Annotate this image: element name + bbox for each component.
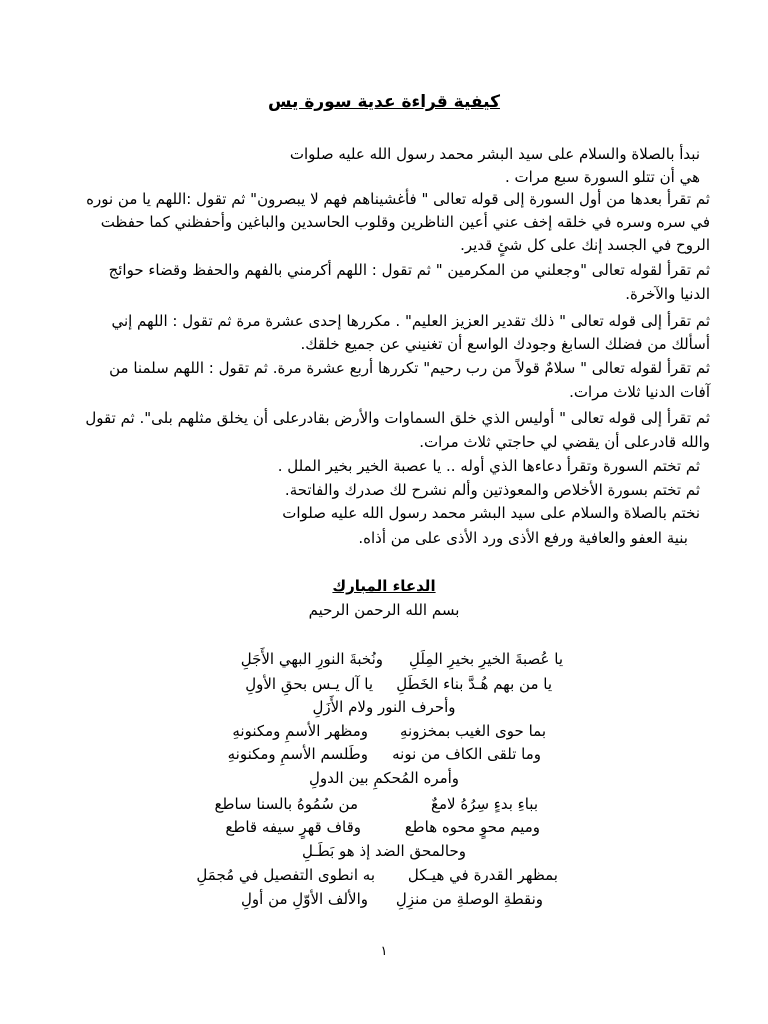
poem-verse-center: وأمره المُحكمِ بين الدولِ [308,769,460,787]
poem-verse-right: يا عُصبةَ الخيرِ بخيرِ المِلَلِ [409,650,563,668]
instruction-line: هي أن تتلو السورة سبع مرات . [504,168,700,186]
poem-verse-right: بباءِ بدءٍ سِرُهُ لامعٌ [430,795,538,813]
poem-verse-left: وقاف قهرٍ سيفه قاطع [225,818,361,836]
poem-verse-right: وما تلقى الكاف من نونه [392,745,541,763]
instruction-line: آفات الدنيا ثلاث مرات. [569,383,710,401]
instruction-line: ثم تختم بسورة الأخلاص والمعوذتين وألم نشرح لك صدرك والفاتحة. [284,481,700,499]
poem-verse-left: من سُمُوهُ بالسنا ساطع [214,795,358,813]
instruction-line: بنية العفو والعافية ورفع الأذى ورد الأذى على من أذاه. [358,529,688,547]
instruction-line: نبدأ بالصلاة والسلام على سيد البشر محمد رسول الله عليه صلوات [289,145,700,163]
basmala: بسم الله الرحمن الرحيم [308,601,460,619]
poem-verse-left: ونُخبةَ النورِ البهي الأَجَلِ [240,650,383,668]
poem-verse-center: وأحرف النور ولام الأَزَلِ [312,698,456,716]
instruction-line: ثم تقرأ إلى قوله تعالى " ذلك تقدير العزيز العليم" . مكررها إحدى عشرة مرة ثم تقول : اللهم إني [111,312,710,330]
poem-verse-right: وميم محوٍ محوه هاطع [404,818,540,836]
instruction-line: الروح في الجسد إنك على كل شئٍ قدير. [460,236,710,254]
poem-verse-left: وطَلسم الأسمِ ومكنونهِ [227,745,368,763]
poem-verse-left: والألف الأوّلِ من أولِ [241,890,368,908]
instruction-line: ثم تختم السورة وتقرأ دعاءها الذي أوله .. يا عصبة الخير بخير الملل . [277,457,700,475]
instruction-line: أسألك من فضلك السابغ وجودك الواسع أن تغنيني عن جميع خلقك. [300,335,710,353]
poem-verse-right: ونقطةِ الوصلةِ من منزِلِ [395,890,543,908]
instruction-line: والله قادرعلى أن يقضي لي حاجتي ثلاث مرات. [419,433,710,451]
poem-verse-right: بما حوى الغيب بمخزونهِ [400,722,546,740]
poem-verse-left: ومظهر الأسمِ ومكنونهِ [232,722,368,740]
poem-verse-left: به انطوى التفصيل في مُجمَلِ [196,866,375,884]
instruction-line: ثم تقرأ إلى قوله تعالى " أوليس الذي خلق السماوات والأرض بقادرعلى أن يخلق مثلهم بلى". ثم تقول [85,409,710,427]
page-number: ١ [380,944,388,959]
poem-verse-right: يا من بهم هُـدَّ بناء الخَطَلِ [396,675,552,693]
poem-verse-left: يا آل يـس بحقِ الأولِ [245,675,373,693]
dua-heading: الدعاء المبارك [332,577,436,595]
instruction-line: ثم تقرأ لقوله تعالى "وجعلني من المكرمين " ثم تقول : اللهم أكرمني بالفهم والحفظ وقضاء حوائج [108,261,710,279]
instruction-line: ثم تقرأ بعدها من أول السورة إلى قوله تعالى " فأغشيناهم فهم لا يبصرون" ثم تقول :اللهم يا من نوره [86,190,710,208]
poem-verse-center: وحالمحق الضد إذ هو بَطَـلِ [302,842,466,860]
instruction-line: في سره وسره في خلقه إخف عني أعين الناظرين وقلوب الحاسدين والباغين وأحفظني كما حفظت [100,213,710,231]
instruction-line: ثم تقرأ لقوله تعالى " سلامٌ قولاً من رب رحيم" تكررها أربع عشرة مرة. ثم تقول : اللهم سلمنا من [109,359,710,377]
instruction-line: نختم بالصلاة والسلام على سيد البشر محمد رسول الله عليه صلوات [282,504,700,522]
instruction-line: الدنيا والآخرة. [625,285,710,303]
poem-verse-right: بمظهر القدرة في هيـكل [407,866,558,884]
page-title: كيفية قراءة عدية سورة يس [268,92,500,112]
